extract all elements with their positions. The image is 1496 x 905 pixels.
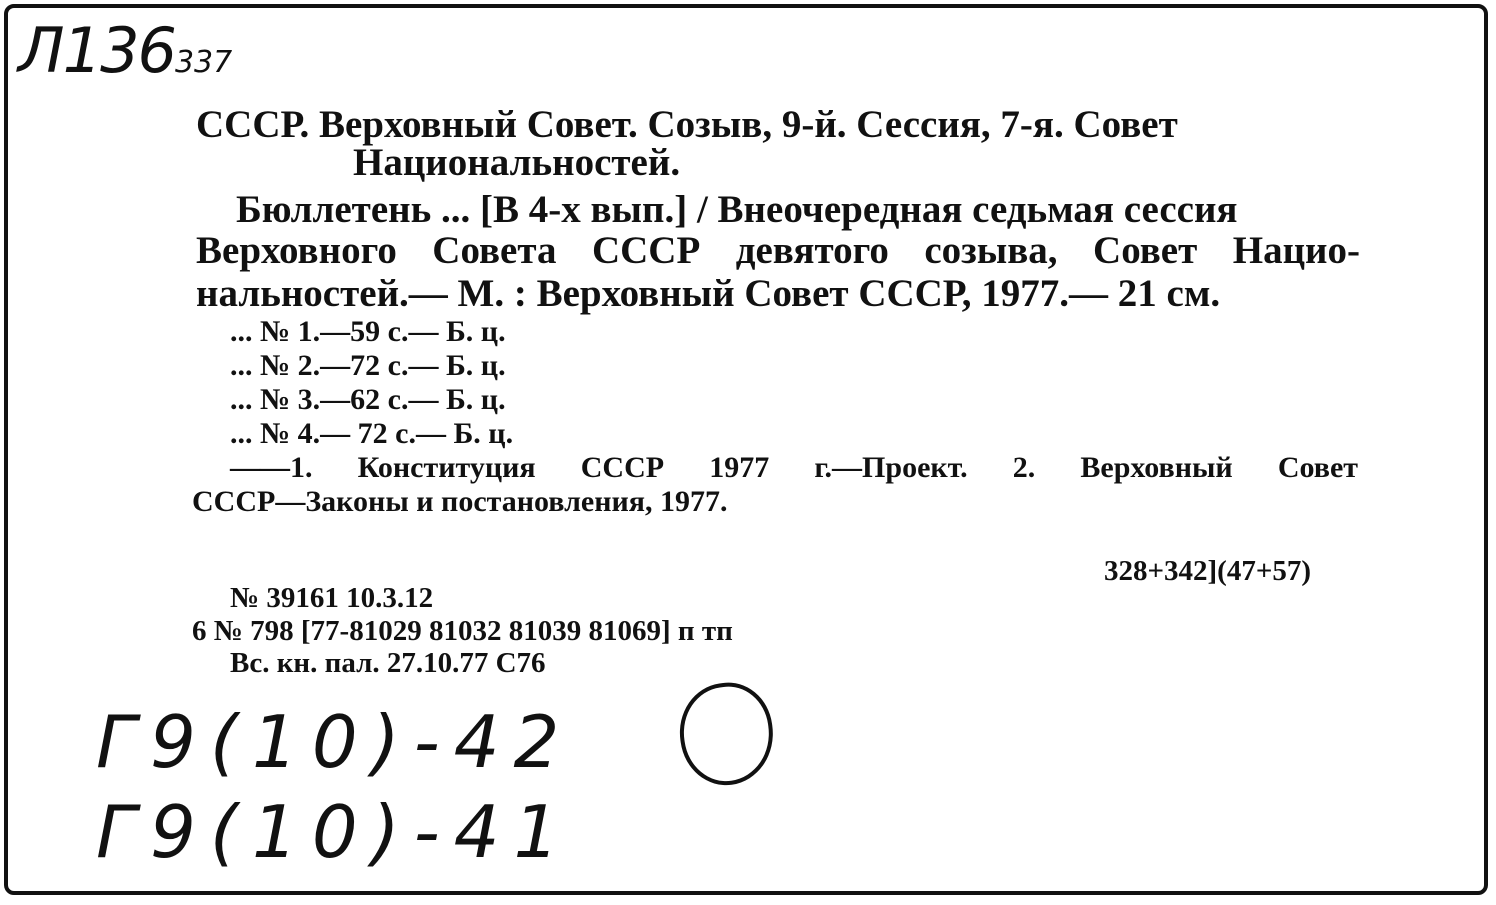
issue-4: ... № 4.— 72 с.— Б. ц. <box>230 417 514 450</box>
footer-line-2: 6 № 798 [77-81029 81032 81039 81069] п тп <box>192 615 733 647</box>
handwritten-call-number: Л136337 <box>18 14 233 87</box>
subjects-line-1: ——1. Конституция СССР 1977 г.—Проект. 2. Верховный Совет <box>230 451 1358 484</box>
description-line-3: нальностей.— М. : Верховный Совет СССР, 1977.— 21 см. <box>196 272 1221 315</box>
handwritten-code-1: Г9(10)-42 <box>96 700 574 784</box>
handwritten-code-2: Г9(10)-41 <box>96 790 574 874</box>
issue-1: ... № 1.—59 с.— Б. ц. <box>230 315 506 348</box>
footer-line-3: Вс. кн. пал. 27.10.77 С76 <box>230 647 546 679</box>
heading-line-2: Национальностей. <box>353 141 681 184</box>
classification-code: 328+342](47+57) <box>1104 555 1312 587</box>
subjects-line-2: СССР—Законы и постановления, 1977. <box>192 485 728 518</box>
heading-line-1: СССР. Верховный Совет. Созыв, 9-й. Сессия, 7-я. Совет <box>196 103 1178 146</box>
description-line-1: Бюллетень ... [В 4-х вып.] / Внеочередная седьмая сессия <box>236 188 1238 231</box>
handwritten-call-number-sub: 337 <box>174 45 233 80</box>
footer-line-1: № 39161 10.3.12 <box>230 582 434 614</box>
issue-3: ... № 3.—62 с.— Б. ц. <box>230 383 506 416</box>
issue-2: ... № 2.—72 с.— Б. ц. <box>230 349 506 382</box>
description-line-2: Верховного Совета СССР девятого созыва, Совет Нацио- <box>196 229 1360 272</box>
